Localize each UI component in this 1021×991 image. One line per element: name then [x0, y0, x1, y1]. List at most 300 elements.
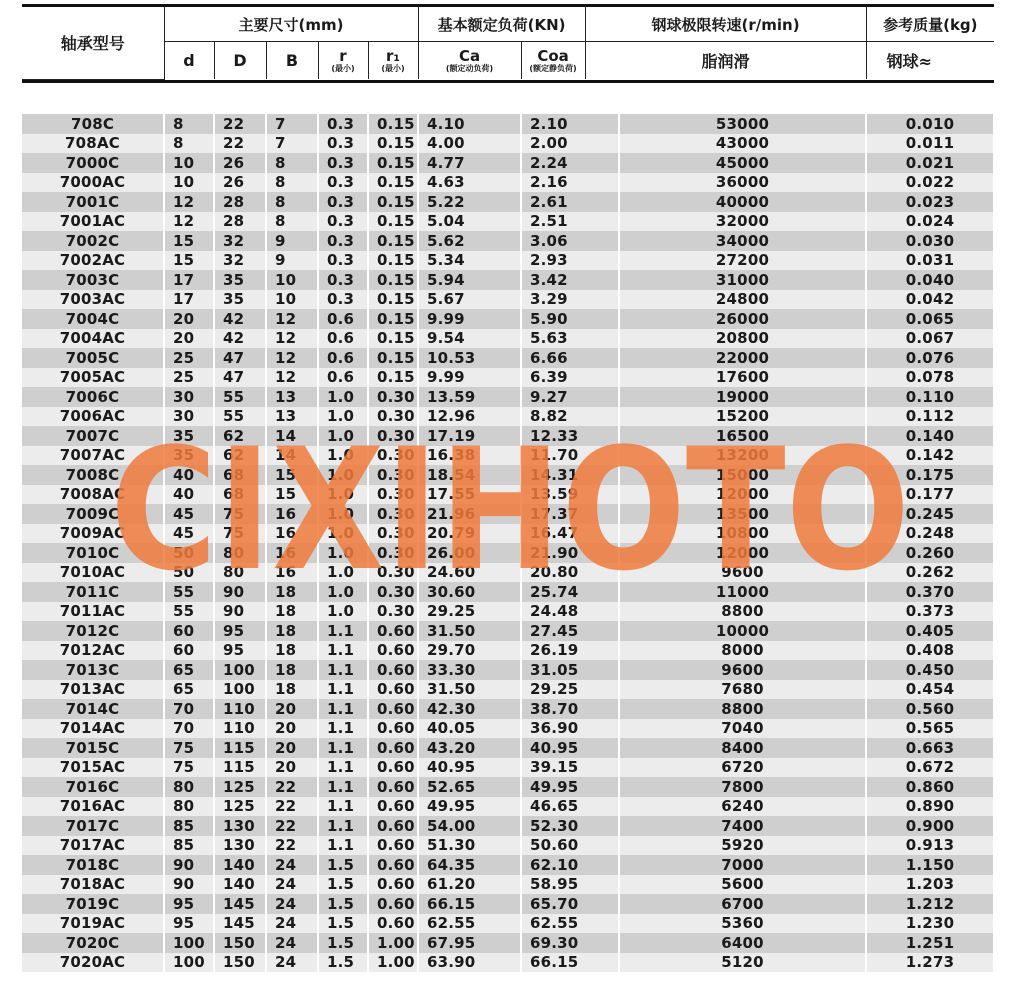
cell-model: 708C — [22, 114, 164, 134]
cell-coa: 13.59 — [521, 485, 619, 505]
cell-r: 1.0 — [318, 543, 368, 563]
cell-B: 16 — [266, 504, 318, 524]
table-row — [22, 602, 994, 622]
cell-mass: 0.373 — [866, 602, 994, 622]
cell-model: 7007AC — [22, 446, 164, 466]
cell-D: 26 — [214, 173, 266, 193]
cell-d: 15 — [164, 231, 214, 251]
header-coa-label: Coa — [537, 46, 569, 65]
cell-speed: 7000 — [619, 855, 866, 875]
cell-speed: 6700 — [619, 894, 866, 914]
table-row — [22, 485, 994, 505]
cell-B: 18 — [266, 660, 318, 680]
cell-ca: 5.67 — [418, 290, 521, 310]
cell-coa: 62.10 — [521, 855, 619, 875]
cell-r: 1.5 — [318, 914, 368, 934]
cell-model: 7006C — [22, 387, 164, 407]
cell-D: 125 — [214, 797, 266, 817]
cell-d: 50 — [164, 543, 214, 563]
cell-d: 85 — [164, 816, 214, 836]
table-row — [22, 407, 994, 427]
cell-coa: 17.37 — [521, 504, 619, 524]
cell-B: 10 — [266, 270, 318, 290]
table-row — [22, 758, 994, 778]
cell-r: 1.1 — [318, 680, 368, 700]
cell-ca: 40.05 — [418, 719, 521, 739]
cell-coa: 8.82 — [521, 407, 619, 427]
table-row — [22, 641, 994, 661]
cell-mass: 0.860 — [866, 777, 994, 797]
cell-B: 24 — [266, 875, 318, 895]
cell-model: 7017C — [22, 816, 164, 836]
cell-ca: 51.30 — [418, 836, 521, 856]
cell-mass: 0.022 — [866, 173, 994, 193]
cell-coa: 25.74 — [521, 582, 619, 602]
cell-ca: 33.30 — [418, 660, 521, 680]
cell-D: 100 — [214, 660, 266, 680]
cell-model: 7020C — [22, 933, 164, 953]
cell-r: 1.1 — [318, 641, 368, 661]
cell-speed: 12000 — [619, 485, 866, 505]
cell-D: 125 — [214, 777, 266, 797]
cell-B: 22 — [266, 777, 318, 797]
cell-d: 8 — [164, 134, 214, 154]
cell-model: 7000AC — [22, 173, 164, 193]
table-row — [22, 426, 994, 446]
cell-B: 9 — [266, 251, 318, 271]
cell-B: 22 — [266, 797, 318, 817]
table-row — [22, 836, 994, 856]
cell-ca: 20.79 — [418, 524, 521, 544]
cell-ca: 31.50 — [418, 621, 521, 641]
cell-r: 1.0 — [318, 582, 368, 602]
cell-speed: 7400 — [619, 816, 866, 836]
cell-mass: 0.040 — [866, 270, 994, 290]
cell-r1: 0.60 — [368, 719, 418, 739]
cell-ca: 5.22 — [418, 192, 521, 212]
cell-coa: 2.93 — [521, 251, 619, 271]
table-row — [22, 660, 994, 680]
cell-coa: 16.47 — [521, 524, 619, 544]
cell-r1: 0.15 — [368, 231, 418, 251]
cell-coa: 69.30 — [521, 933, 619, 953]
cell-ca: 61.20 — [418, 875, 521, 895]
table-row — [22, 680, 994, 700]
cell-ca: 9.99 — [418, 368, 521, 388]
cell-D: 32 — [214, 231, 266, 251]
cell-r: 1.0 — [318, 524, 368, 544]
cell-speed: 13200 — [619, 446, 866, 466]
cell-coa: 46.65 — [521, 797, 619, 817]
cell-r: 0.3 — [318, 192, 368, 212]
cell-speed: 5360 — [619, 914, 866, 934]
cell-r: 1.5 — [318, 875, 368, 895]
cell-model: 708AC — [22, 134, 164, 154]
cell-speed: 45000 — [619, 153, 866, 173]
cell-r1: 0.15 — [368, 290, 418, 310]
cell-d: 8 — [164, 114, 214, 134]
cell-d: 45 — [164, 524, 214, 544]
cell-r: 1.0 — [318, 602, 368, 622]
cell-d: 30 — [164, 387, 214, 407]
cell-D: 115 — [214, 758, 266, 778]
cell-r1: 0.60 — [368, 738, 418, 758]
cell-speed: 7040 — [619, 719, 866, 739]
table-header — [22, 7, 994, 80]
cell-d: 80 — [164, 777, 214, 797]
cell-speed: 19000 — [619, 387, 866, 407]
cell-B: 24 — [266, 914, 318, 934]
cell-coa: 20.80 — [521, 563, 619, 583]
cell-D: 26 — [214, 153, 266, 173]
cell-d: 65 — [164, 660, 214, 680]
cell-model: 7004C — [22, 309, 164, 329]
table-row — [22, 797, 994, 817]
cell-speed: 6720 — [619, 758, 866, 778]
cell-model: 7017AC — [22, 836, 164, 856]
cell-coa: 24.48 — [521, 602, 619, 622]
table-row — [22, 192, 994, 212]
cell-r1: 0.30 — [368, 563, 418, 583]
cell-mass: 0.370 — [866, 582, 994, 602]
cell-ca: 13.59 — [418, 387, 521, 407]
cell-coa: 40.95 — [521, 738, 619, 758]
cell-r1: 0.30 — [368, 465, 418, 485]
cell-ca: 16.38 — [418, 446, 521, 466]
cell-model: 7004AC — [22, 329, 164, 349]
cell-D: 140 — [214, 855, 266, 875]
cell-model: 7012C — [22, 621, 164, 641]
table-row — [22, 914, 994, 934]
cell-model: 7011AC — [22, 602, 164, 622]
cell-r1: 0.15 — [368, 192, 418, 212]
cell-mass: 0.042 — [866, 290, 994, 310]
cell-r: 1.0 — [318, 504, 368, 524]
header-coa — [521, 42, 585, 80]
cell-model: 7001C — [22, 192, 164, 212]
cell-ca: 31.50 — [418, 680, 521, 700]
cell-D: 75 — [214, 524, 266, 544]
cell-B: 20 — [266, 758, 318, 778]
table-row — [22, 153, 994, 173]
cell-r: 1.1 — [318, 660, 368, 680]
header-r-sub: (最小) — [331, 63, 355, 73]
header-mass: 参考质量(kg) — [866, 7, 994, 42]
cell-speed: 34000 — [619, 231, 866, 251]
cell-r1: 0.15 — [368, 134, 418, 154]
cell-D: 80 — [214, 543, 266, 563]
cell-speed: 5600 — [619, 875, 866, 895]
cell-B: 8 — [266, 153, 318, 173]
cell-speed: 8400 — [619, 738, 866, 758]
cell-model: 7015AC — [22, 758, 164, 778]
cell-r1: 0.60 — [368, 836, 418, 856]
cell-speed: 36000 — [619, 173, 866, 193]
cell-model: 7006AC — [22, 407, 164, 427]
cell-mass: 0.010 — [866, 114, 994, 134]
table-row — [22, 524, 994, 544]
cell-mass: 0.408 — [866, 641, 994, 661]
cell-d: 60 — [164, 641, 214, 661]
cell-speed: 43000 — [619, 134, 866, 154]
cell-mass: 0.076 — [866, 348, 994, 368]
cell-coa: 3.06 — [521, 231, 619, 251]
table-row — [22, 699, 994, 719]
cell-D: 42 — [214, 329, 266, 349]
table-row — [22, 563, 994, 583]
cell-ca: 10.53 — [418, 348, 521, 368]
cell-model: 7013C — [22, 660, 164, 680]
cell-speed: 26000 — [619, 309, 866, 329]
cell-ca: 4.10 — [418, 114, 521, 134]
cell-r1: 0.15 — [368, 173, 418, 193]
cell-B: 10 — [266, 290, 318, 310]
cell-model: 7019C — [22, 894, 164, 914]
cell-D: 145 — [214, 914, 266, 934]
cell-mass: 0.140 — [866, 426, 994, 446]
cell-mass: 0.913 — [866, 836, 994, 856]
cell-speed: 7800 — [619, 777, 866, 797]
cell-model: 7008AC — [22, 485, 164, 505]
cell-ca: 49.95 — [418, 797, 521, 817]
cell-r: 0.3 — [318, 290, 368, 310]
cell-D: 35 — [214, 290, 266, 310]
cell-coa: 38.70 — [521, 699, 619, 719]
table-row — [22, 231, 994, 251]
cell-D: 90 — [214, 582, 266, 602]
cell-mass: 0.260 — [866, 543, 994, 563]
cell-mass: 0.890 — [866, 797, 994, 817]
cell-ca: 26.00 — [418, 543, 521, 563]
cell-r1: 0.15 — [368, 270, 418, 290]
cell-r: 1.5 — [318, 894, 368, 914]
table-row — [22, 504, 994, 524]
cell-D: 62 — [214, 426, 266, 446]
cell-r: 0.3 — [318, 231, 368, 251]
table-row — [22, 719, 994, 739]
cell-speed: 10800 — [619, 524, 866, 544]
cell-D: 47 — [214, 348, 266, 368]
cell-coa: 26.19 — [521, 641, 619, 661]
cell-d: 95 — [164, 894, 214, 914]
cell-d: 25 — [164, 368, 214, 388]
cell-d: 17 — [164, 290, 214, 310]
cell-D: 95 — [214, 641, 266, 661]
table-row — [22, 446, 994, 466]
cell-coa: 5.63 — [521, 329, 619, 349]
cell-ca: 5.94 — [418, 270, 521, 290]
cell-D: 150 — [214, 933, 266, 953]
cell-speed: 7680 — [619, 680, 866, 700]
cell-speed: 8000 — [619, 641, 866, 661]
cell-mass: 0.011 — [866, 134, 994, 154]
cell-d: 85 — [164, 836, 214, 856]
cell-mass: 0.177 — [866, 485, 994, 505]
cell-speed: 13500 — [619, 504, 866, 524]
cell-ca: 5.34 — [418, 251, 521, 271]
cell-d: 15 — [164, 251, 214, 271]
cell-B: 9 — [266, 231, 318, 251]
cell-ca: 17.55 — [418, 485, 521, 505]
cell-speed: 8800 — [619, 699, 866, 719]
cell-D: 145 — [214, 894, 266, 914]
cell-r: 0.3 — [318, 173, 368, 193]
cell-ca: 12.96 — [418, 407, 521, 427]
cell-D: 35 — [214, 270, 266, 290]
cell-speed: 6400 — [619, 933, 866, 953]
cell-D: 100 — [214, 680, 266, 700]
cell-D: 28 — [214, 192, 266, 212]
header-ca — [418, 42, 521, 80]
cell-speed: 32000 — [619, 212, 866, 232]
table-row — [22, 134, 994, 154]
cell-ca: 4.77 — [418, 153, 521, 173]
cell-r1: 0.60 — [368, 797, 418, 817]
cell-ca: 4.00 — [418, 134, 521, 154]
cell-B: 15 — [266, 465, 318, 485]
cell-r: 0.3 — [318, 114, 368, 134]
cell-ca: 29.25 — [418, 602, 521, 622]
cell-d: 40 — [164, 485, 214, 505]
cell-speed: 5920 — [619, 836, 866, 856]
cell-r1: 0.60 — [368, 777, 418, 797]
cell-mass: 1.203 — [866, 875, 994, 895]
cell-r: 0.3 — [318, 251, 368, 271]
cell-D: 110 — [214, 719, 266, 739]
cell-r: 1.1 — [318, 836, 368, 856]
cell-d: 35 — [164, 446, 214, 466]
header-ca-sub: (额定动负荷) — [445, 63, 494, 73]
cell-mass: 0.023 — [866, 192, 994, 212]
cell-speed: 11000 — [619, 582, 866, 602]
cell-B: 22 — [266, 836, 318, 856]
table-row — [22, 173, 994, 193]
cell-model: 7015C — [22, 738, 164, 758]
cell-speed: 27200 — [619, 251, 866, 271]
table-row — [22, 309, 994, 329]
cell-r1: 0.30 — [368, 446, 418, 466]
cell-r: 0.3 — [318, 212, 368, 232]
cell-coa: 50.60 — [521, 836, 619, 856]
cell-model: 7012AC — [22, 641, 164, 661]
cell-mass: 0.405 — [866, 621, 994, 641]
cell-B: 13 — [266, 387, 318, 407]
cell-model: 7009AC — [22, 524, 164, 544]
cell-coa: 6.66 — [521, 348, 619, 368]
cell-coa: 2.00 — [521, 134, 619, 154]
cell-D: 55 — [214, 387, 266, 407]
cell-coa: 2.51 — [521, 212, 619, 232]
cell-speed: 15200 — [619, 407, 866, 427]
cell-r: 0.3 — [318, 153, 368, 173]
cell-r1: 0.30 — [368, 426, 418, 446]
cell-model: 7000C — [22, 153, 164, 173]
cell-coa: 14.31 — [521, 465, 619, 485]
cell-coa: 3.42 — [521, 270, 619, 290]
cell-r1: 0.15 — [368, 309, 418, 329]
cell-mass: 0.030 — [866, 231, 994, 251]
header-r1 — [368, 42, 418, 80]
cell-ca: 29.70 — [418, 641, 521, 661]
cell-r: 0.6 — [318, 329, 368, 349]
cell-B: 7 — [266, 114, 318, 134]
cell-B: 15 — [266, 485, 318, 505]
table-row — [22, 329, 994, 349]
header-r1-label: r₁ — [386, 46, 400, 65]
cell-B: 12 — [266, 348, 318, 368]
cell-speed: 24800 — [619, 290, 866, 310]
cell-d: 80 — [164, 797, 214, 817]
cell-model: 7010AC — [22, 563, 164, 583]
cell-coa: 2.16 — [521, 173, 619, 193]
cell-speed: 6240 — [619, 797, 866, 817]
cell-speed: 31000 — [619, 270, 866, 290]
header-bottom-rule — [22, 80, 994, 83]
table-row — [22, 387, 994, 407]
cell-D: 62 — [214, 446, 266, 466]
header-d: d — [164, 42, 214, 80]
table-row — [22, 738, 994, 758]
cell-speed: 10000 — [619, 621, 866, 641]
header-speed-limit: 钢球极限转速(r/min) — [585, 7, 866, 42]
cell-model: 7002C — [22, 231, 164, 251]
cell-D: 68 — [214, 465, 266, 485]
cell-mass: 0.065 — [866, 309, 994, 329]
cell-model: 7016C — [22, 777, 164, 797]
table-row — [22, 894, 994, 914]
cell-r: 1.0 — [318, 446, 368, 466]
cell-coa: 58.95 — [521, 875, 619, 895]
cell-ca: 54.00 — [418, 816, 521, 836]
cell-model: 7014AC — [22, 719, 164, 739]
cell-D: 150 — [214, 953, 266, 973]
cell-mass: 0.110 — [866, 387, 994, 407]
cell-B: 16 — [266, 524, 318, 544]
cell-r1: 0.30 — [368, 602, 418, 622]
cell-B: 20 — [266, 699, 318, 719]
table-row — [22, 251, 994, 271]
cell-B: 24 — [266, 855, 318, 875]
table-row — [22, 212, 994, 232]
header-D: D — [214, 42, 266, 80]
header-steel-ball: 钢球≈ — [886, 52, 932, 71]
cell-d: 20 — [164, 309, 214, 329]
cell-r1: 0.60 — [368, 680, 418, 700]
cell-model: 7001AC — [22, 212, 164, 232]
cell-B: 14 — [266, 446, 318, 466]
cell-B: 20 — [266, 719, 318, 739]
header-load-ratings: 基本额定负荷(KN) — [418, 7, 585, 42]
cell-r1: 0.60 — [368, 621, 418, 641]
cell-d: 100 — [164, 933, 214, 953]
cell-ca: 18.54 — [418, 465, 521, 485]
cell-r1: 0.60 — [368, 699, 418, 719]
cell-model: 7010C — [22, 543, 164, 563]
cell-mass: 1.230 — [866, 914, 994, 934]
cell-ca: 9.54 — [418, 329, 521, 349]
cell-r1: 0.60 — [368, 641, 418, 661]
cell-model: 7018C — [22, 855, 164, 875]
cell-ca: 43.20 — [418, 738, 521, 758]
cell-r1: 0.30 — [368, 582, 418, 602]
header-model: 轴承型号 — [22, 7, 164, 79]
cell-r1: 0.15 — [368, 329, 418, 349]
cell-r: 1.1 — [318, 797, 368, 817]
cell-model: 7013AC — [22, 680, 164, 700]
cell-coa: 27.45 — [521, 621, 619, 641]
cell-mass: 0.262 — [866, 563, 994, 583]
cell-d: 70 — [164, 699, 214, 719]
